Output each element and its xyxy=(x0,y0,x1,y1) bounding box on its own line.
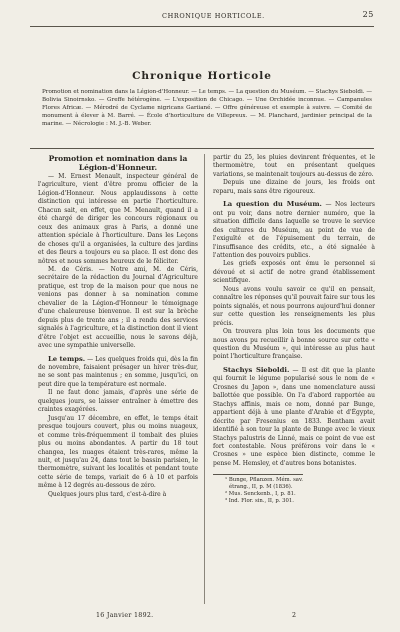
footnote: ¹ Bunge, Pflanzen. Mém. sav. étrang., II, p. M (1836). xyxy=(225,477,303,491)
paragraph: Nous avons voulu savoir ce qu'il en pensait, connaître les réponses qu'il pouvait faire sur tous les points signalés, et nous pourrons aujourd'hui donner sur cette question les renseignements les plus précis. xyxy=(213,285,375,327)
right-column xyxy=(213,154,375,505)
left-column xyxy=(38,154,198,499)
paragraph-text: — Nos lecteurs ont pu voir, dans notre dernier numéro, que la situation difficile dans laquelle se trouve le service des cultures du Muséum, au point de vue de l'exiguïté et de l'épuisement du terrain, de l'insuffisance des crédits, etc., a été signalée à l'attention des pouvoirs publics. xyxy=(213,201,376,259)
footnote: ³ Ind. Flor. sin., II, p. 301. xyxy=(225,498,294,505)
paragraph-text: — Les quelques froids qui, dès la fin de novembre, faisaient présager un hiver très-dur, ne se sont pas maintenus ; en somme, jusqu'ici, on peut dire que la température est normale. xyxy=(38,355,198,388)
summary-rule xyxy=(30,148,374,149)
footnotes xyxy=(213,474,303,505)
paragraph: Quelques jours plus tard, c'est-à-dire à xyxy=(48,490,167,498)
running-title: CHRONIQUE HORTICOLE. xyxy=(162,12,265,20)
paragraph: Jusqu'au 17 décembre, en effet, le temps était presque toujours couvert, plus ou moins nuageux, et comme très-fréquemment il tombait des pluies plus ou moins abondantes. A partir du 18 tout changea, les nuages étaient très-rares, même la nuit, et jusqu'au 24, dans tout le bassin parisien, le thermomètre, suivant les localités et pendant toute cette série de temps, variait de 6 à 10 et parfois même à 12 degrés au-dessous de zéro. xyxy=(38,414,198,490)
footnote: ² Mus. Senckenb., I, p. 81. xyxy=(225,491,296,498)
signature-mark: 2 xyxy=(292,612,297,619)
page-number: 25 xyxy=(362,10,374,19)
paragraph: Les griefs exposés ont ému le personnel si dévoué et si actif de notre grand établissement scientifique. xyxy=(213,260,375,285)
paragraph xyxy=(213,366,375,468)
summary-paragraph: Promotion et nomination dans la Légion-d'Honneur. — Le temps. — La question du Muséum. — Stachys Sieboldi. — Bolivia Sinoirnsko. — Greffe hétérogène. — L'exposition de Chicago. — Une Orchidée inconnue. — Campanules Flores Africæ. — Mérodré de Cyclame nigricans Gariiané. — Offre généreuse et exemple à suivre. — Comité de monument à élever à M. Barré. — École d'horticulture de Villepreux. — M. Planchard, jardinier principal de la marine. — Nécrologie : M. J.-B. Weber. xyxy=(42,89,372,128)
paragraph: Il ne faut donc jamais, d'après une série de quelques jours, se laisser entraîner à émettre des craintes exagérées. xyxy=(38,389,198,414)
column-divider xyxy=(204,154,205,604)
paragraph xyxy=(38,355,198,390)
inline-heading: Le temps. xyxy=(48,354,86,363)
header-rule xyxy=(30,26,374,27)
running-head xyxy=(30,10,374,24)
paragraph: On trouvera plus loin tous les documents que nous avons pu recueillir à bonne source sur cette « question du Muséum », qui intéresse au plus haut point l'horticulture française. xyxy=(213,328,375,361)
paragraph: Depuis une dizaine de jours, les froids ont reparu, mais sans être rigoureux. xyxy=(213,179,375,195)
inline-heading: La question du Muséum. xyxy=(223,200,322,209)
paragraph: — M. Ernest Menault, inspecteur général de l'agriculture, vient d'être promu officier de la Légion-d'Honneur. Nous applaudissons à cette distinction qui intéresse en partie l'horticulture. Chacun sait, en effet, que M. Menault, quand il a été chargé de diriger les concours régionaux ou ceux des animaux gras à Paris, a donné une attention spéciale à l'horticulture. Dans les Leçons de choses qu'il a organisées, la culture des jardins et des fleurs a toujours eu sa place. Il est donc des nôtres et nous sommes heureux de le féliciter. xyxy=(38,173,198,265)
section-heading: Promotion et nomination dans la Légion-d'Honneur. xyxy=(48,154,188,172)
paragraph xyxy=(213,200,375,260)
paragraph-text: — Il est dit que la plante qui fournit le légume popularisé sous le nom de « Crosnes du Japon », dans une nomenclature aussi ballottée que possible. On l'a d'abord rapportée au Stachys affinis, mais ce nom, donné par Bunge, appartient déjà à une plante d'Arabie et d'Égypte, décrite par Fresenius en 1833. Bentham avait identifié à son tour la plante de Bunge avec le vieux Stachys palustris de Linné, mais ce point de vue est fort contestable. Nous préférons voir dans le « Crosnes » une espèce bien distincte, comme le pense M. Hemsley, et d'autres bons botanistes. xyxy=(213,366,375,467)
inline-heading: Stachys Sieboldi. xyxy=(223,365,290,374)
paragraph: partir du 25, les pluies devinrent fréquentes, et le thermomètre, tout en présentant quelques variations, se maintenait toujours au-dessus de zéro. xyxy=(213,154,375,178)
footer-date: 16 Janvier 1892. xyxy=(96,612,154,619)
page-title: Chronique Horticole xyxy=(132,70,272,82)
paragraph: M. de Céris. — Notre ami, M. de Céris, secrétaire de la rédaction du Journal d'Agriculture pratique, est trop de la maison pour que nous ne venions pas donner à sa nomination comme chevalier de la Légion-d'Honneur le témoignage d'une chaleureuse bienvenue. Il est sur la brèche depuis plus de trente ans ; il a rendu des services signalés à l'agriculture, et la distinction dont il vient d'être l'objet est accueillie, nous le savons déjà, avec une sympathie universelle. xyxy=(38,265,198,350)
